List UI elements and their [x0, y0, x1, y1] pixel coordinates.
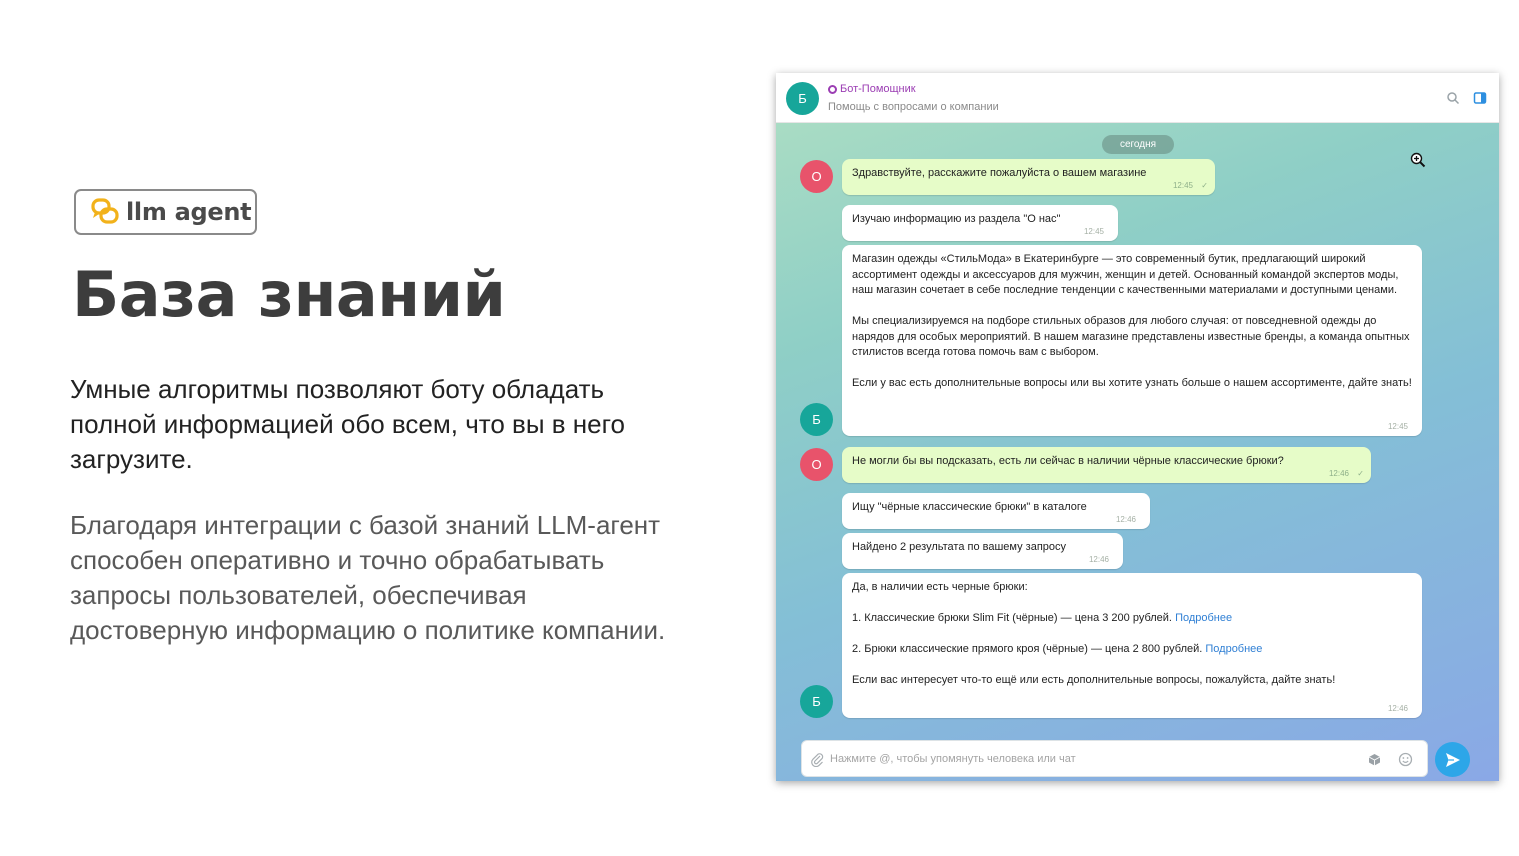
sidebar-toggle-icon[interactable] — [1473, 91, 1487, 105]
message-paragraph: Если вас интересует что-то ещё или есть дополнительные вопросы, пожалуйста, дайте знать! — [852, 674, 1336, 686]
bot-message — [842, 245, 1422, 436]
message-composer — [801, 740, 1428, 777]
date-separator: сегодня — [1102, 135, 1174, 154]
message-time: 12:46 — [1088, 554, 1109, 564]
bot-subtitle: Помощь с вопросами о компании — [828, 101, 999, 113]
message-text: Изучаю информацию из раздела "О нас" — [852, 213, 1061, 225]
bot-message — [842, 493, 1150, 529]
chat-window — [776, 73, 1499, 781]
message-time: 12:46 — [1115, 514, 1136, 524]
zoom-in-cursor-icon — [1410, 152, 1426, 168]
message-paragraph: Да, в наличии есть черные брюки: — [852, 581, 1028, 593]
bot-message — [842, 573, 1422, 718]
read-check-icon: ✓ — [1201, 180, 1208, 190]
user-message — [842, 447, 1371, 483]
bot-name[interactable] — [828, 83, 916, 95]
bot-message — [842, 205, 1118, 241]
message-time: 12:46 — [1328, 468, 1349, 478]
attach-icon[interactable] — [810, 752, 825, 767]
user-avatar[interactable]: О — [800, 160, 833, 193]
message-paragraph: Мы специализируемся на подборе стильных образов для любого случая: от повседневной одежды до нарядов для особых мероприятий. В нашем магазине представлены известные бренды, а команда опытных стилистов всегда готова помочь вам с выбором. — [852, 315, 1410, 358]
message-time: 12:46 — [1387, 703, 1408, 713]
message-time: 12:45 — [1083, 226, 1104, 236]
message-text: Ищу "чёрные классические брюки" в каталоге — [852, 501, 1087, 513]
user-avatar[interactable]: О — [800, 448, 833, 481]
send-icon — [1444, 751, 1462, 769]
message-list[interactable] — [776, 123, 1499, 781]
result-item — [852, 611, 1412, 627]
bot-icon — [828, 85, 837, 94]
bot-avatar[interactable]: Б — [800, 685, 833, 718]
result-item-text: 1. Классические брюки Slim Fit (чёрные) — цена 3 200 рублей. — [852, 612, 1172, 624]
badge-label: llm agent — [126, 198, 252, 226]
message-input[interactable] — [830, 749, 1350, 769]
bot-avatar[interactable]: Б — [786, 82, 819, 115]
message-time: 12:45 — [1172, 180, 1193, 190]
detail-paragraph: Благодаря интеграции с базой знаний LLM-агент способен оперативно и точно обрабатывать запросы пользователей, обеспечивая достоверную информацию о политике компании. — [70, 510, 666, 645]
message-paragraph: Магазин одежды «СтильМода» в Екатеринбурге — это современный бутик, предлагающий широкий ассортимент одежды и аксессуаров для мужчин, женщин и детей. Основанный командой экспертов моды, наш магазин сочетает в себе последние тенденции с качественными материалами и доступными ценами. — [852, 253, 1399, 296]
commands-icon[interactable] — [1367, 752, 1382, 767]
message-text: Здравствуйте, расскажите пожалуйста о вашем магазине — [852, 167, 1147, 179]
result-item — [852, 642, 1412, 658]
bot-name-label: Бот-Помощник — [840, 83, 916, 95]
page-title: База знаний — [72, 258, 506, 331]
llm-agent-badge — [74, 189, 257, 235]
user-message — [842, 159, 1215, 195]
emoji-icon[interactable] — [1398, 752, 1413, 767]
search-icon[interactable] — [1446, 91, 1460, 105]
read-check-icon: ✓ — [1357, 468, 1364, 478]
intro-paragraph: Умные алгоритмы позволяют боту обладать полной информацией обо всем, что вы в него загрузите. — [70, 374, 625, 474]
bot-avatar[interactable]: Б — [800, 403, 833, 436]
chat-logo-icon — [90, 197, 120, 227]
details-link[interactable]: Подробнее — [1205, 643, 1263, 655]
message-text: Не могли бы вы подсказать, есть ли сейчас в наличии чёрные классические брюки? — [852, 455, 1284, 467]
message-time: 12:45 — [1387, 421, 1408, 431]
send-button[interactable] — [1435, 742, 1470, 777]
result-item-text: 2. Брюки классические прямого кроя (чёрные) — цена 2 800 рублей. — [852, 643, 1203, 655]
message-text: Найдено 2 результата по вашему запросу — [852, 541, 1067, 553]
details-link[interactable]: Подробнее — [1175, 612, 1233, 624]
chat-header — [776, 73, 1499, 123]
message-paragraph: Если у вас есть дополнительные вопросы или вы хотите узнать больше о нашем ассортименте, дайте знать! — [852, 377, 1412, 389]
bot-message — [842, 533, 1123, 569]
